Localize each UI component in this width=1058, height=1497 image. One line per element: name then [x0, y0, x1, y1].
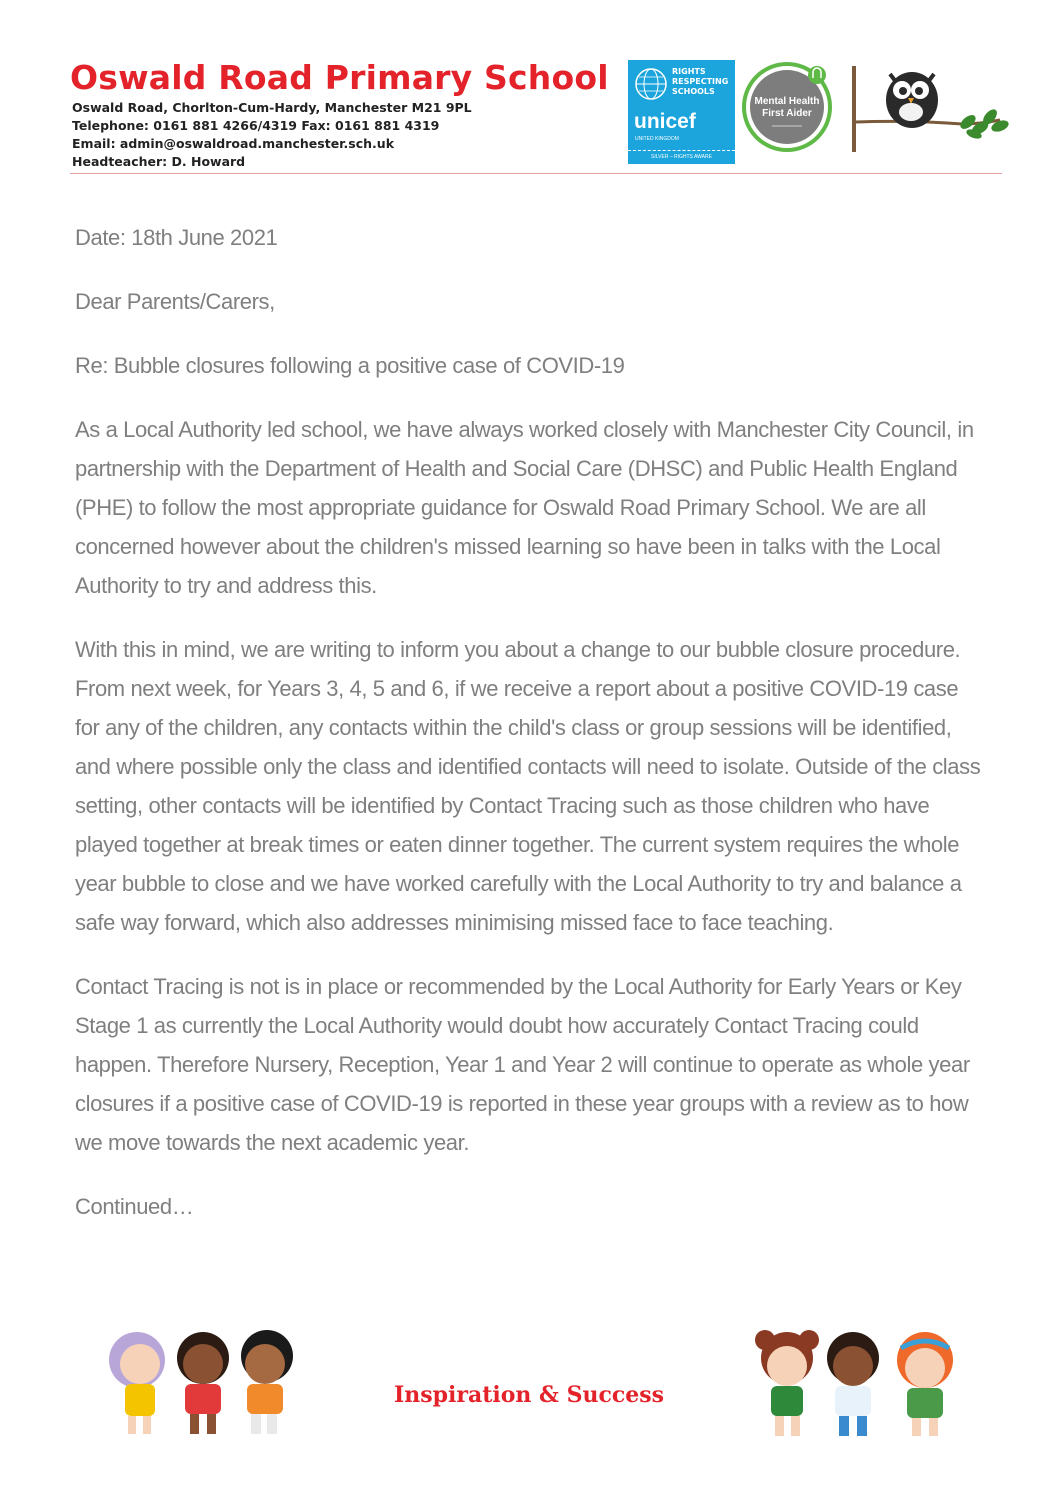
- letter-date: Date: 18th June 2021: [75, 225, 278, 250]
- unicef-subtitle: UNITED KINGDOM: [635, 136, 679, 142]
- school-email: Email: admin@oswaldroad.manchester.sch.uk: [72, 136, 395, 151]
- children-illustration-right: [745, 1320, 970, 1445]
- rrs-award-level: SILVER – RIGHTS AWARE: [628, 150, 735, 160]
- rrs-line-2: RESPECTING: [672, 77, 729, 86]
- school-address: Oswald Road, Chorlton-Cum-Hardy, Manchester M21 9PL: [72, 100, 472, 115]
- school-telephone: Telephone: 0161 881 4266/4319 Fax: 0161 881 4319: [72, 118, 440, 133]
- mh-line-1: Mental Health: [754, 96, 820, 107]
- footer-tagline: Inspiration & Success: [393, 1382, 665, 1408]
- letter-paragraph-1: As a Local Authority led school, we have always worked closely with Manchester City Council, in partnership with the Department of Health and Social Care (DHSC) and Public Health England (PHE) to follow the most appropriate guidance for Oswald Road Primary School. We are all concerned however about the children's missed learning so have been in talks with the Local Authority to try and address this.: [75, 417, 974, 598]
- rights-respecting-schools-badge: [628, 60, 735, 164]
- children-illustration-left: [95, 1320, 315, 1440]
- mh-line-2: First Aider: [762, 108, 812, 119]
- mental-health-text: [742, 96, 832, 120]
- letter-continued: Continued…: [75, 1194, 194, 1219]
- letter-subject: Re: Bubble closures following a positive case of COVID-19: [75, 353, 625, 378]
- headteacher: Headteacher: D. Howard: [72, 154, 246, 169]
- owl-logo-icon: [850, 62, 1010, 154]
- school-contact-details: [72, 99, 612, 171]
- rrs-line-1: RIGHTS: [672, 67, 706, 76]
- globe-icon: [634, 67, 668, 101]
- mental-health-first-aider-badge: [742, 62, 832, 152]
- letter-paragraph-3: Contact Tracing is not is in place or recommended by the Local Authority for Early Years or Key Stage 1 as currently the Local Authority would doubt how accurately Contact Tracing could happen. Therefore Nursery, Reception, Year 1 and Year 2 will continue to operate as whole year closures if a positive case of COVID-19 is reported in these year groups with a review as to how we move towards the next academic year.: [75, 974, 970, 1155]
- school-name: Oswald Road Primary School: [70, 58, 609, 97]
- rrs-title: [672, 67, 728, 97]
- rrs-line-3: SCHOOLS: [672, 87, 715, 96]
- letter-paragraph-2: With this in mind, we are writing to inform you about a change to our bubble closure procedure. From next week, for Years 3, 4, 5 and 6, if we receive a report about a positive COVID-19 case for any of the children, any contacts within the child's class or group sessions will be identified, and where possible only the class and identified contacts will need to isolate. Outside of the class setting, other contacts will be identified by Contact Tracing such as those children who have played together at break times or eaten dinner together. The current system requires the whole year bubble to close and we have worked carefully with the Local Authority to try and balance a safe way forward, which also addresses minimising missed face to face teaching.: [75, 637, 981, 935]
- header-divider: [70, 173, 1002, 174]
- unicef-wordmark: unicef: [634, 110, 696, 133]
- letter-body: [75, 218, 985, 1251]
- letter-salutation: Dear Parents/Carers,: [75, 289, 275, 314]
